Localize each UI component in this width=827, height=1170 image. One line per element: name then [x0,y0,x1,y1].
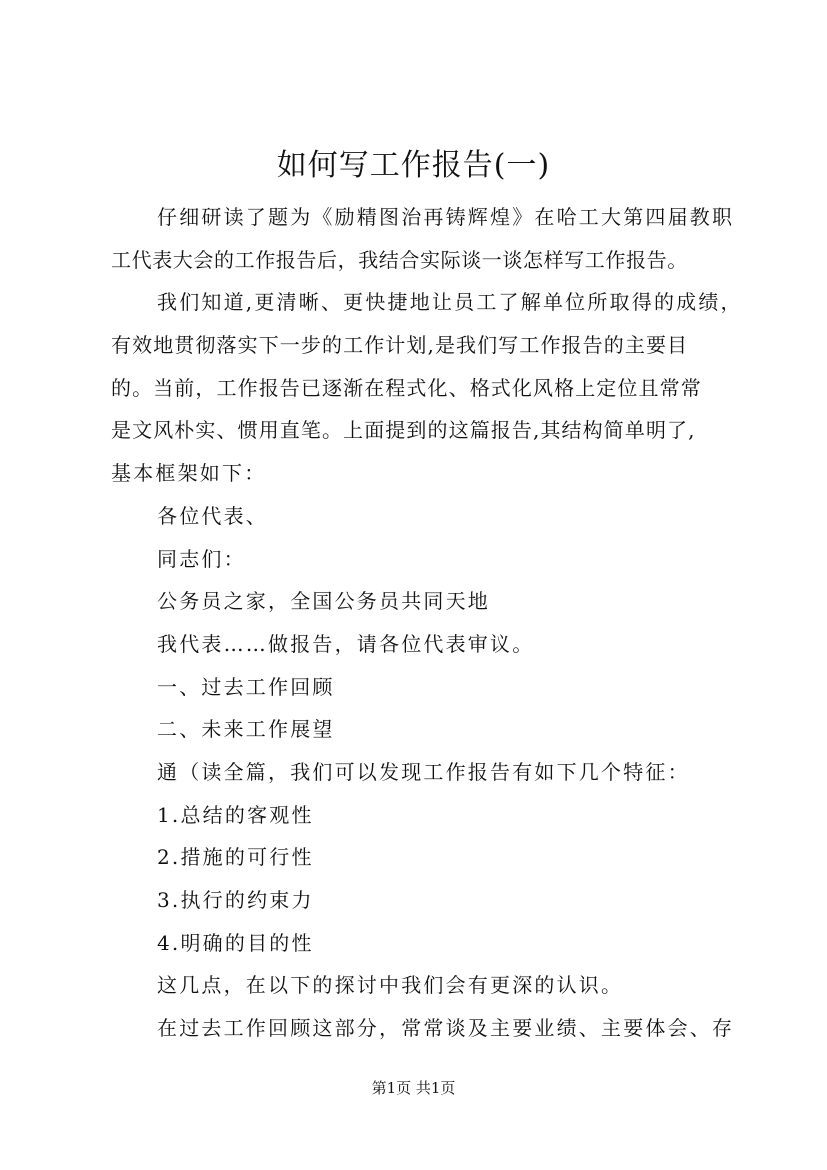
list-item: 3.执行的约束力 [157,888,314,912]
page-footer: 第1页 共1页 [371,1079,456,1097]
paragraph-line: 有效地贯彻落实下一步的工作计划,是我们写工作报告的主要目 [111,333,689,358]
list-item: 1.总结的客观性 [157,802,314,827]
paragraph-line: 同志们： [157,546,246,571]
list-item: 4.明确的目的性 [157,930,314,955]
document-title: 如何写工作报告(一) [276,148,551,183]
paragraph-line: 我代表……做报告，请各位代表审议。 [157,631,535,656]
paragraph-line: 一、过去工作回顾 [157,674,335,699]
paragraph-line: 是文风朴实、惯用直笔。上面提到的这篇报告,其结构简单明了, [111,418,696,443]
list-item: 2.措施的可行性 [157,845,314,870]
paragraph-line: 仔细研读了题为《励精图治再铸辉煌》在哈工大第四届教职 [157,205,735,229]
paragraph-line: 工代表大会的工作报告后，我结合实际谈一谈怎样写工作报告。 [111,247,688,272]
paragraph-line: 的。当前，工作报告已逐渐在程式化、格式化风格上定位且常常 [111,375,702,400]
paragraph-line: 在过去工作回顾这部分，常常谈及主要业绩、主要体会、存 [157,1016,735,1041]
paragraph-line: 这几点，在以下的探讨中我们会有更深的认识。 [157,973,624,998]
document-body [111,196,743,1050]
paragraph-line: 公务员之家，全国公务员共同天地 [157,589,490,614]
paragraph-line: 基本框架如下： [111,461,267,486]
paragraph-line: 我们知道,更清晰、更快捷地让员工了解单位所取得的成绩， [157,290,743,315]
paragraph-line: 二、未来工作展望 [157,717,335,742]
paragraph-line: 通（读全篇，我们可以发现工作报告有如下几个特征： [157,759,690,784]
paragraph-line: 各位代表、 [157,503,268,528]
